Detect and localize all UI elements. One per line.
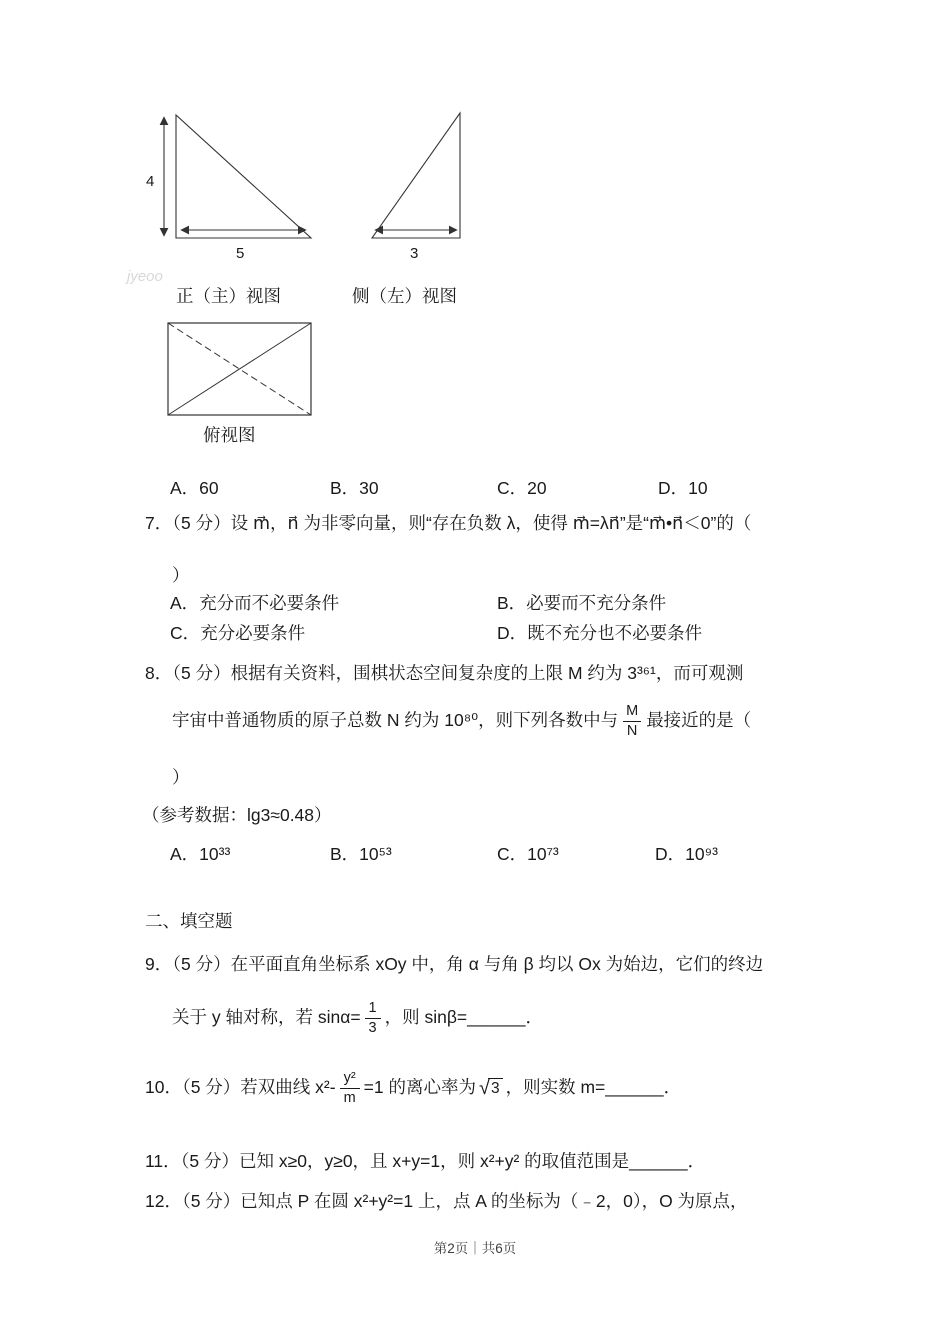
q7-option-b: B．必要而不充分条件 [497, 593, 667, 613]
front-height-value: 4 [146, 173, 155, 190]
side-base-value: 3 [410, 245, 419, 262]
fraction-denominator: 3 [365, 1018, 381, 1037]
q7-option-a: A．充分而不必要条件 [170, 593, 340, 613]
q9-line2-text-a: 关于 y 轴对称，若 sinα= [172, 1007, 361, 1028]
q6-option-c: C．20 [497, 478, 547, 498]
q9-text-line-2 [172, 1000, 543, 1036]
q8-option-a: A．10³³ [170, 844, 231, 864]
q10-fraction-y2-over-m [340, 1070, 360, 1106]
q8-text-line-2 [172, 703, 751, 739]
q8-text-line-3: ） [172, 767, 190, 787]
q7-option-c: C．充分必要条件 [170, 623, 306, 643]
front-view-label: 正（主）视图 [176, 286, 281, 306]
q10-text-b: =1 的离心率为 [363, 1077, 476, 1098]
q12-text-line-1: 12．（5 分）已知点 P 在圆 x²+y²=1 上，点 A 的坐标为（﹣2，0），O 为原点， [145, 1191, 748, 1211]
q10-square-root-3 [479, 1078, 503, 1098]
side-view-triangle [372, 113, 460, 238]
watermark: jyeoo [127, 268, 163, 285]
q6-option-a: A．60 [170, 478, 219, 498]
q6-option-d: D．10 [658, 478, 708, 498]
fraction-denominator: N [623, 721, 641, 740]
fraction-numerator: M [626, 703, 639, 719]
front-base-value: 5 [236, 245, 245, 262]
front-view-triangle [176, 115, 311, 238]
radicand: 3 [488, 1078, 503, 1097]
q10-text-line-1 [145, 1070, 681, 1106]
section-2-heading: 二、填空题 [145, 911, 233, 931]
fraction-numerator: 1 [368, 1000, 377, 1016]
q8-text-line-1: 8．（5 分）根据有关资料，围棋状态空间复杂度的上限 M 约为 3³⁶¹，而可观测 [145, 663, 744, 683]
q8-option-d: D．10⁹³ [655, 844, 718, 864]
front-view-diagram [143, 110, 323, 262]
side-view-diagram [362, 108, 468, 262]
fraction-denominator: m [340, 1088, 360, 1107]
top-view-diagram [167, 322, 313, 418]
q9-line2-text-b: ，则 sinβ=______． [384, 1007, 544, 1028]
q8-reference-data: （参考数据：lg3≈0.48） [142, 805, 332, 825]
q7-text-line-1: 7．（5 分）设 m⃗，n⃗ 为非零向量，则“存在负数 λ，使得 m⃗=λn⃗”是“m⃗•n⃗＜0”的（ [145, 513, 752, 533]
q7-option-d: D．既不充分也不必要条件 [497, 623, 703, 643]
q6-option-b: B．30 [330, 478, 379, 498]
q8-option-b: B．10⁵³ [330, 844, 392, 864]
q7-text-line-2: ） [172, 565, 190, 585]
q11-text-line-1: 11．（5 分）已知 x≥0，y≥0，且 x+y=1，则 x²+y² 的取值范围是______． [145, 1151, 706, 1171]
radical-symbol: √ [479, 1077, 490, 1100]
q10-text-c: ，则实数 m=______． [505, 1077, 682, 1098]
top-view-label: 俯视图 [203, 425, 256, 445]
q8-line2-text-a: 宇宙中普通物质的原子总数 N 约为 10⁸⁰，则下列各数中与 [172, 710, 619, 731]
page-footer: 第2页｜共6页 [433, 1241, 517, 1256]
q8-fraction-m-over-n [622, 703, 642, 739]
q10-text-a: 10．（5 分）若双曲线 x²- [145, 1077, 336, 1098]
q8-line2-text-b: 最接近的是（ [646, 710, 752, 731]
fraction-numerator: y² [343, 1070, 356, 1086]
q8-option-c: C．10⁷³ [497, 844, 559, 864]
q9-fraction-one-third [365, 1000, 381, 1036]
q9-text-line-1: 9．（5 分）在平面直角坐标系 xOy 中，角 α 与角 β 均以 Ox 为始边，它们的终边 [145, 954, 764, 974]
side-view-label: 侧（左）视图 [352, 286, 457, 306]
